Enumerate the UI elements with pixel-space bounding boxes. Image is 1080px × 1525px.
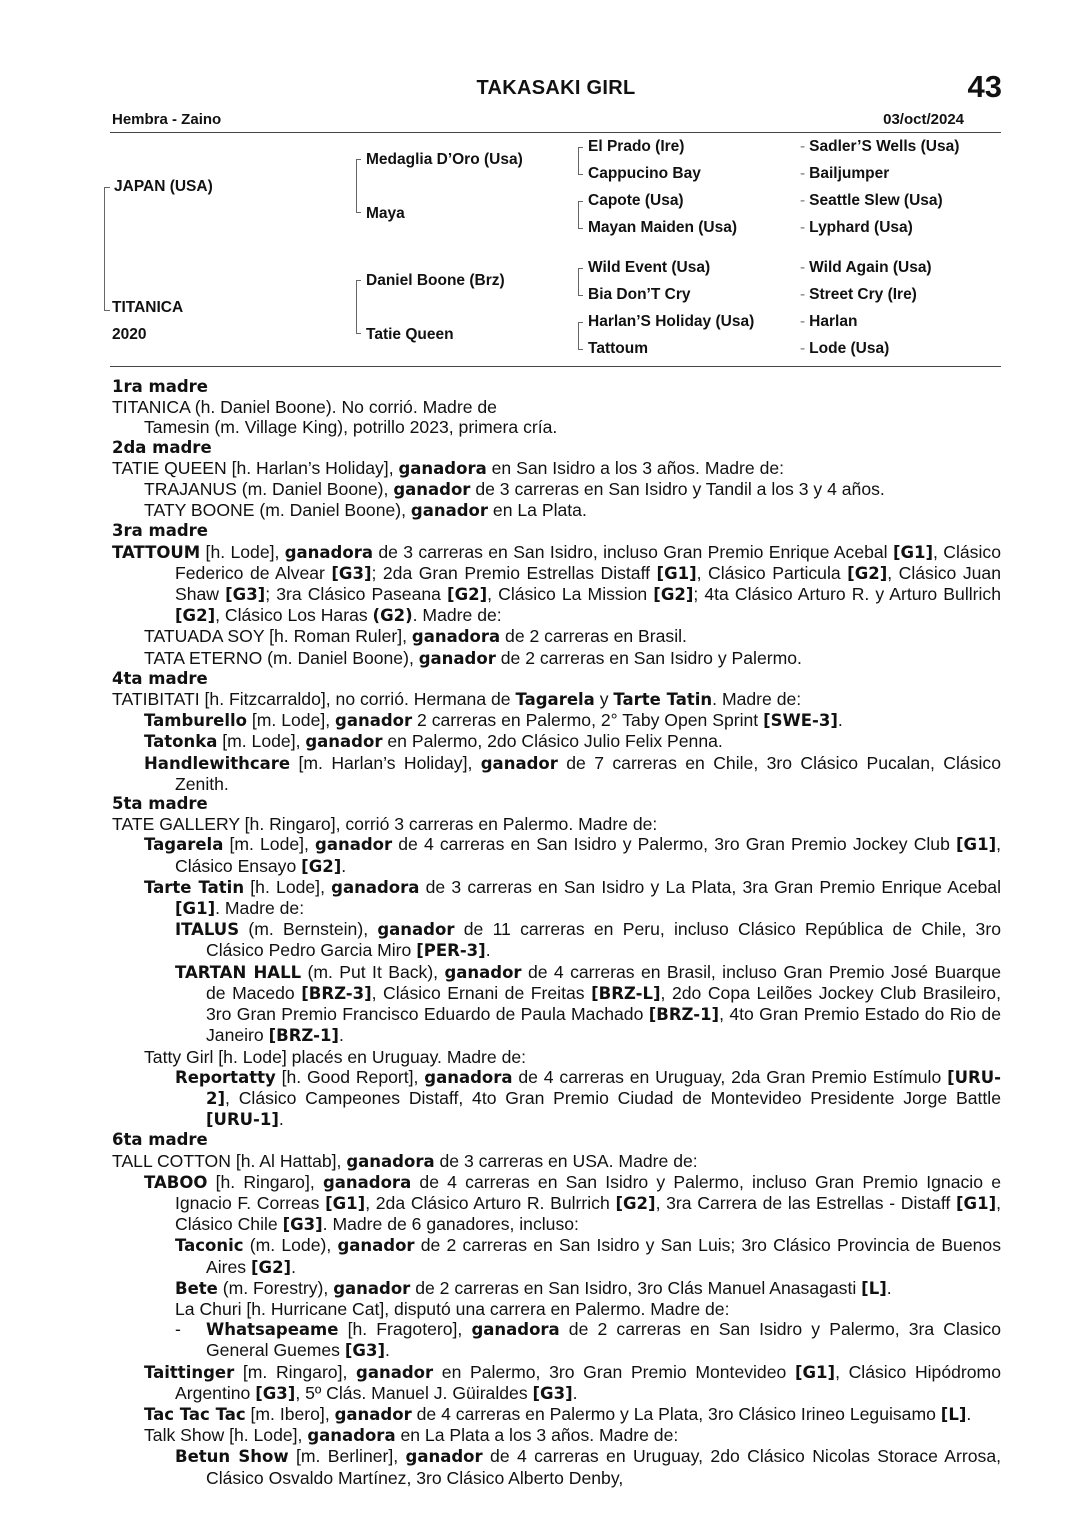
text: . Madre de: — [412, 605, 502, 626]
family-entry — [112, 1425, 1001, 1446]
bold-text: ganador — [410, 501, 489, 521]
bold-text: ganador — [356, 1362, 434, 1382]
text: . — [338, 1025, 344, 1046]
family-entry — [112, 1278, 1001, 1299]
bold-text: ITALUS — [175, 920, 240, 940]
text: de 4 carreras en Brasil, incluso Gran Premio José Buarque de Macedo — [206, 961, 1001, 1003]
bold-text: 2da madre — [112, 437, 212, 457]
text: de 2 carreras en San Isidro, 3ro Clás Manuel Anasagasti — [410, 1277, 862, 1298]
text: de 2 carreras en San Isidro y San Luis; 3ro Clásico Provincia de Buenos Aires — [206, 1235, 1001, 1277]
family-entry — [112, 500, 1001, 521]
bold-text: [BRZ-1] — [268, 1026, 339, 1046]
bold-text: ganadora — [424, 1067, 513, 1087]
bold-text: Tamburello — [144, 711, 247, 731]
family-entry — [112, 417, 1001, 437]
pedigree-rule — [110, 366, 1001, 367]
bold-text: [G2] — [301, 856, 342, 876]
family-entry — [112, 1446, 1001, 1487]
section-heading — [112, 377, 1001, 397]
family-entry — [112, 1151, 1001, 1172]
bold-text: (G2) — [372, 606, 413, 626]
horse-name: TAKASAKI GIRL — [476, 77, 636, 99]
text: en San Isidro a los 3 años. Madre de: — [486, 457, 785, 478]
bold-text: ganador — [418, 648, 496, 668]
bold-text: [G3] — [225, 585, 266, 605]
dam-sire: Daniel Boone (Brz) — [366, 272, 505, 289]
family-entry — [112, 479, 1001, 500]
bold-text: Tac Tac Tac — [144, 1404, 246, 1424]
bold-text: [URU-2] — [206, 1067, 1001, 1108]
text: de 4 carreras en San Isidro y Palermo, incluso Gran Premio Ignacio e Ignacio F. Correas — [175, 1171, 1001, 1213]
text: . — [341, 855, 347, 876]
family-entry — [112, 689, 1001, 710]
bold-text: Tarte Tatin — [144, 877, 245, 897]
family-entry — [112, 1235, 1001, 1277]
text: de 11 carreras en Peru, incluso Clásico República de Chile, 3ro Clásico Pedro Garcia Miro — [206, 919, 1001, 961]
text: [m. Harlan’s Holiday], — [290, 752, 481, 773]
bold-text: [G2] — [653, 585, 694, 605]
text: , Clásico La Mission — [487, 584, 654, 605]
bold-text: [G2] — [175, 606, 216, 626]
bold-text: [G1] — [956, 835, 997, 855]
text: Tatty Girl [h. Lode] placés en Uruguay. Madre de: — [144, 1046, 527, 1067]
bold-text: [G1] — [175, 899, 216, 919]
family-entry — [112, 458, 1001, 479]
bold-text: ganador — [377, 920, 455, 940]
bold-text: [G1] — [956, 1193, 997, 1213]
family-entry — [112, 1319, 1001, 1361]
text: TALL COTTON [h. Al Hattab], — [112, 1150, 347, 1171]
section-heading — [112, 438, 1001, 458]
text: TATIBITATI [h. Fitzcarraldo], no corrió. Hermana de — [112, 689, 516, 710]
family-entry — [112, 710, 1001, 731]
family-entry — [112, 753, 1001, 794]
section-heading — [112, 669, 1001, 689]
sire-dam: Maya — [366, 205, 405, 222]
family-notes — [112, 377, 1001, 1488]
text: TATIE QUEEN [h. Harlan’s Holiday], — [112, 457, 399, 478]
text: Talk Show [h. Lode], — [144, 1425, 308, 1446]
text: en La Plata. — [488, 500, 587, 521]
text: [m. Lode], — [223, 834, 316, 855]
bold-text: [G2] — [447, 585, 488, 605]
text: [h. Fragotero], — [338, 1319, 472, 1340]
section-heading — [112, 1130, 1001, 1150]
text: TITANICA (h. Daniel Boone). No corrió. Madre de — [112, 397, 497, 418]
text: , 4to Gran Premio Estado do Rio de Janeiro — [206, 1004, 1001, 1046]
text: , Clásico Hipódromo Argentino — [175, 1361, 1002, 1403]
bold-text: ganador — [444, 962, 522, 982]
bold-text: ganador — [333, 1278, 411, 1298]
bold-text: [G3] — [344, 1341, 385, 1361]
family-entry — [112, 814, 1001, 834]
sex-coat: Hembra - Zaino — [112, 111, 222, 128]
text: de 3 carreras en San Isidro, incluso Gran Premio Enrique Acebal — [372, 541, 893, 562]
text: de 4 carreras en Palermo y La Plata, 3ro Clásico Irineo Leguisamo — [411, 1403, 941, 1424]
family-entry — [112, 1299, 1001, 1319]
gen4-3: - Seattle Slew (Usa) — [800, 192, 943, 209]
section-heading — [112, 794, 1001, 814]
text: . — [278, 1109, 284, 1130]
text: ; 2da Gran Premio Estrellas Distaff — [371, 562, 657, 583]
text: de 7 carreras en Chile, 3ro Clásico Pucalan, Clásico Zenith. — [175, 752, 1001, 794]
text: , 3ra Carrera de las Estrellas - Distaff — [655, 1192, 956, 1213]
text: , Clásico Juan Shaw — [175, 562, 1001, 605]
text: ; 4ta Clásico Arturo R. y Arturo Bullrich — [693, 584, 1001, 605]
text: , Clásico Federico de Alvear — [175, 541, 1001, 583]
bold-text: ganadora — [307, 1426, 396, 1446]
bold-text: [BRZ-L] — [591, 983, 661, 1003]
family-entry — [112, 731, 1001, 752]
text: de 4 carreras en San Isidro y Palermo, 3ro Gran Premio Jockey Club — [392, 834, 956, 855]
family-entry — [112, 962, 1001, 1047]
gen4-8: - Lode (Usa) — [800, 340, 890, 357]
text: en Palermo, 3ro Gran Premio Montevideo — [433, 1361, 795, 1382]
bold-text: [SWE-3] — [763, 711, 838, 731]
text: La Churi [h. Hurricane Cat], disputó una carrera en Palermo. Madre de: — [175, 1298, 730, 1319]
bold-text: [G2] — [250, 1257, 292, 1277]
text: TATA ETERNO (m. Daniel Boone), — [144, 647, 419, 668]
text: en La Plata a los 3 años. Madre de: — [395, 1425, 679, 1446]
text: , Clásico Chile — [175, 1192, 1001, 1235]
text: (m. Bernstein), — [239, 919, 378, 940]
gen3-8: Tattoum — [588, 340, 648, 357]
text: . — [886, 1277, 892, 1298]
bold-text: Tagarela — [144, 835, 224, 855]
family-entry — [112, 1362, 1001, 1404]
text: (m. Forestry), — [217, 1277, 334, 1298]
bold-text: ganador — [393, 480, 471, 500]
text: . — [966, 1403, 972, 1424]
text: [m. Ibero], — [245, 1403, 335, 1424]
text: de 2 carreras en San Isidro y Palermo, 3ra Clasico General Guemes — [206, 1319, 1001, 1361]
text: (m. Put It Back), — [301, 961, 445, 982]
text: 2 carreras en Palermo, 2° Taby Open Sprint — [412, 710, 764, 731]
sire: JAPAN (USA) — [114, 178, 213, 195]
bold-text: Handlewithcare — [144, 753, 291, 773]
gen3-3: Capote (Usa) — [588, 192, 684, 209]
bold-text: 5ta madre — [112, 794, 208, 814]
bold-text: 3ra madre — [112, 521, 208, 541]
bold-text: Tatonka — [144, 732, 218, 752]
text: , 2do Copa Leilões Jockey Club Brasileiro, 3ro Gran Premio Francisco Eduardo de Paula Machado — [206, 982, 1001, 1025]
text: , 5º Clás. Manuel J. Güiraldes — [295, 1382, 533, 1403]
bold-text: ganador — [315, 835, 393, 855]
text: de 3 carreras en San Isidro y La Plata, 3ra Gran Premio Enrique Acebal — [419, 876, 1001, 897]
bold-text: [G3] — [532, 1383, 573, 1403]
gen3-1: El Prado (Ire) — [588, 138, 685, 155]
text: . — [572, 1382, 578, 1403]
bold-text: [G1] — [794, 1362, 836, 1382]
text: , 2da Clásico Arturo R. Bulrrich — [365, 1192, 616, 1213]
bold-text: ganadora — [398, 458, 487, 478]
text: (m. Lode), — [243, 1235, 338, 1256]
family-entry — [112, 542, 1001, 627]
bold-text: 6ta madre — [112, 1130, 208, 1150]
dam: TITANICA — [112, 299, 184, 316]
bold-text: ganadora — [411, 627, 501, 647]
family-entry — [112, 1404, 1001, 1425]
family-entry — [112, 1172, 1001, 1236]
family-entry — [112, 919, 1001, 961]
bold-text: [BRZ-3] — [301, 983, 372, 1003]
catalog-date: 03/oct/2024 — [883, 111, 964, 128]
gen3-5: Wild Event (Usa) — [588, 259, 711, 276]
bold-text: Reportatty — [175, 1067, 276, 1087]
bold-text: ganadora — [471, 1320, 560, 1340]
bold-text: Tagarela — [515, 690, 595, 710]
text: . — [837, 710, 843, 731]
text: Tamesin (m. Village King), potrillo 2023, primera cría. — [144, 417, 558, 438]
bold-text: ganador — [335, 711, 413, 731]
birth-year: 2020 — [112, 326, 147, 343]
text: , Clásico Ensayo — [175, 834, 1001, 876]
text: . Madre de: — [215, 898, 305, 919]
gen4-5: - Wild Again (Usa) — [800, 259, 932, 276]
bold-text: TARTAN HALL — [175, 962, 302, 982]
bold-text: ganador — [337, 1236, 415, 1256]
family-entry — [112, 834, 1001, 876]
family-entry — [112, 648, 1001, 669]
bold-text: ganadora — [331, 877, 420, 897]
bold-text: 1ra madre — [112, 377, 208, 396]
family-entry — [112, 877, 1001, 919]
text: TATY BOONE (m. Daniel Boone), — [144, 500, 411, 521]
bold-text: [L] — [940, 1404, 967, 1424]
lot-number: 43 — [967, 69, 1002, 104]
text: de 2 carreras en San Isidro y Palermo. — [495, 647, 802, 668]
bold-text: [G1] — [656, 563, 697, 583]
text: [m. Ringaro], — [234, 1361, 357, 1382]
section-heading — [112, 521, 1001, 541]
bold-text: [G3] — [331, 563, 372, 583]
bold-text: Taittinger — [144, 1362, 235, 1382]
bold-text: ganador — [334, 1404, 412, 1424]
text: en Palermo, 2do Clásico Julio Felix Penna. — [382, 731, 723, 752]
gen4-2: - Bailjumper — [800, 165, 890, 182]
bold-text: ganador — [305, 732, 383, 752]
gen3-4: Mayan Maiden (Usa) — [588, 219, 738, 236]
text: . — [384, 1340, 390, 1361]
gen3-7: Harlan’S Holiday (Usa) — [588, 313, 755, 330]
header-rule — [110, 132, 1001, 133]
gen4-1: - Sadler’S Wells (Usa) — [800, 138, 960, 155]
bold-text: [G3] — [282, 1215, 323, 1235]
gen3-6: Bia Don’T Cry — [588, 286, 691, 303]
bold-text: [G2] — [615, 1193, 656, 1213]
text: TRAJANUS (m. Daniel Boone), — [144, 479, 394, 500]
bold-text: TATTOUM — [112, 542, 201, 562]
text: [m. Lode], — [217, 731, 306, 752]
list-dash: - — [175, 1319, 181, 1340]
gen4-7: - Harlan — [800, 313, 858, 330]
sire-sire: Medaglia D’Oro (Usa) — [366, 151, 523, 168]
text: , Clásico Los Haras — [215, 605, 373, 626]
text: TATE GALLERY [h. Ringaro], corrió 3 carreras en Palermo. Madre de: — [112, 814, 658, 835]
gen4-6: - Street Cry (Ire) — [800, 286, 917, 303]
bold-text: 4ta madre — [112, 668, 208, 688]
text: [h. Ringaro], — [207, 1171, 323, 1192]
bold-text: [G1] — [325, 1193, 366, 1213]
bold-text: TABOO — [144, 1172, 208, 1192]
text: . Madre de: — [712, 689, 802, 710]
bold-text: Whatsapeame — [206, 1320, 339, 1340]
family-entry — [112, 626, 1001, 647]
text: de 4 carreras en Uruguay, 2da Gran Premio Estímulo — [512, 1066, 948, 1087]
text: TATUADA SOY [h. Roman Ruler], — [144, 626, 412, 647]
text: de 3 carreras en USA. Madre de: — [434, 1150, 698, 1171]
bold-text: Taconic — [175, 1236, 244, 1256]
text: de 2 carreras en Brasil. — [500, 626, 687, 647]
family-entry — [112, 1047, 1001, 1067]
bold-text: ganador — [480, 753, 558, 773]
text: . — [485, 940, 491, 961]
family-entry — [112, 1067, 1001, 1131]
text: [h. Lode], — [200, 541, 285, 562]
bold-text: Tarte Tatin — [613, 690, 713, 710]
text: , Clásico Particula — [696, 562, 848, 583]
text: [m. Lode], — [247, 710, 336, 731]
bold-text: [URU-1] — [206, 1110, 279, 1130]
text: y — [594, 689, 614, 710]
bold-text: [G2] — [847, 563, 888, 583]
bold-text: ganadora — [322, 1172, 412, 1192]
text: [h. Lode], — [244, 876, 332, 897]
bold-text: [G3] — [255, 1383, 296, 1403]
bold-text: [PER-3] — [416, 941, 486, 961]
bold-text: [G1] — [892, 542, 934, 562]
text: . — [291, 1256, 296, 1277]
bold-text: [L] — [861, 1278, 887, 1298]
text: , Clásico Ernani de Freitas — [371, 982, 592, 1003]
text: de 4 carreras en Uruguay, 2do Clásico Nicolas Storace Arrosa, Clásico Osvaldo Martínez, 3ro Clásico Alberto Denby, — [206, 1446, 1002, 1488]
family-entry — [112, 397, 1001, 417]
dam-dam: Tatie Queen — [366, 326, 454, 343]
bold-text: ganadora — [346, 1151, 435, 1171]
text: [m. Berliner], — [288, 1446, 406, 1467]
gen4-4: - Lyphard (Usa) — [800, 219, 913, 236]
bold-text: Betun Show — [175, 1447, 289, 1467]
bold-text: ganador — [405, 1447, 483, 1467]
text: , Clásico Campeones Distaff, 4to Gran Premio Ciudad de Montevideo Presidente Jorge Battle — [225, 1087, 1001, 1108]
gen3-2: Cappucino Bay — [588, 165, 701, 182]
bold-text: ganadora — [284, 542, 373, 562]
text: de 3 carreras en San Isidro y Tandil a los 3 y 4 años. — [470, 479, 885, 500]
bold-text: Bete — [175, 1278, 218, 1298]
text: [h. Good Report], — [275, 1066, 425, 1087]
pedigree-bracket — [104, 187, 105, 311]
text: ; 3ra Clásico Paseana — [265, 584, 448, 605]
text: . Madre de 6 ganadores, incluso: — [322, 1214, 579, 1235]
bold-text: [BRZ-1] — [648, 1005, 720, 1025]
